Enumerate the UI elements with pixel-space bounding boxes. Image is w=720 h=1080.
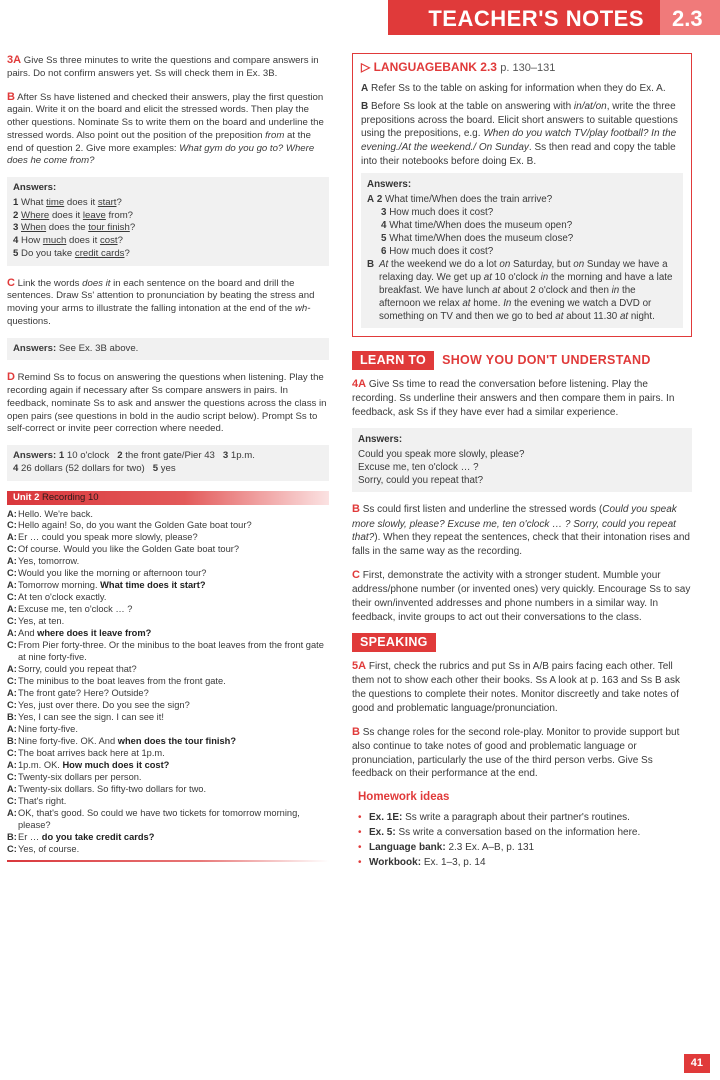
languagebank-box [352,53,692,337]
dialogue-line: Yes, at ten. [18,616,65,627]
speaker-label: C: [7,700,17,711]
answer-line: 1 What time does it start? [13,196,122,208]
left-column [7,53,329,862]
right-column [352,53,692,870]
page-number: 41 [684,1054,710,1073]
dialogue-line: That's right. [18,796,67,807]
learn-to-heading: LEARN TO SHOW YOU DON'T UNDERSTAND [352,351,692,370]
dialogue-line: The boat arrives back here at 1p.m. [18,748,165,759]
speaker-label: C: [7,544,17,555]
answer-line: 4 How much does it cost? [13,235,123,246]
para-3d: D Remind Ss to focus on answering the questions when listening. Play the recording again if necessary after Ss compare answers in pairs. In feedback, nominate Ss to ask and answer the questions across the class in open pairs (see questions in bold in the audio script below). Prompt Ss to self-correct or invite peer correction where needed. [7,371,327,435]
speaker-label: C: [7,844,17,855]
dialogue-line: And where does it leave from? [18,628,152,639]
dialogue-line: Twenty-six dollars. So fifty-two dollars for two. [18,784,207,795]
answers-3d-box: Answers: 1 10 o'clock 2 the front gate/Pier 43 3 1p.m. 4 26 dollars (52 dollars for two) 5 yes [7,445,329,481]
answers-3b-box: Answers: 1 What time does it start? 2 Where does it leave from? 3 When does the tour finish? 4 How much does it cost? 5 Do you take credit cards? [7,177,329,266]
list-item: • Ex. 1E: Ss write a paragraph about their partner's routines. [358,810,692,825]
languagebank-heading: ▷ LANGUAGEBANK 2.3 p. 130–131 [361,60,556,74]
speaker-label: A: [7,508,17,519]
speaker-label: C: [7,616,17,627]
para-4a: 4A Give Ss time to read the conversation before listening. Play the recording. Ss underline their answers and then compare them in pairs. In feedback, ask Ss if they have ever had a similar experience. [352,377,675,418]
para-4c: C First, demonstrate the activity with a stronger student. Mumble your address/phone number (or invented ones) very quickly. Encourage Ss to say their own/invented addresses and phone numbers in a similar way. In feedback, invite groups to act out their conversations to the class. [352,568,691,623]
speaker-label: C: [7,568,17,579]
speaker-label: A: [7,556,17,567]
dialogue-line: Nine forty-five. OK. And when does the tour finish? [18,736,237,747]
langbank-answers-a: A 2 What time/When does the train arrive? 3 How much does it cost? 4 What time/When does the museum open? 5 What time/When does the museum close? 6 How much does it cost? [367,193,574,257]
recording-heading: Unit 2 Recording 10 [7,491,329,505]
speaker-label: C: [7,640,17,651]
dialogue-line: Twenty-six dollars per person. [18,772,142,783]
speaker-label: C: [7,796,17,807]
answer-line: 3 When does the tour finish? [13,222,136,234]
play-icon: ▷ [361,60,371,74]
speaker-label: A: [7,784,17,795]
speaker-label: A: [7,688,17,699]
dialogue-line: From Pier forty-three. Or the minibus to the boat leaves from the front gate at nine forty-five. [18,640,324,663]
langbank-answers-b: B At the weekend we do a lot on Saturday, but on Sunday we have a relaxing day. We get up at 10 o'clock in the morning and have a late breakfast. We have lunch at about 2 o'clock and then in the afternoon we relax at home. In the evening we watch a DVD or something on TV and then we go to bed at about 11.30 at night. [367,258,673,322]
speaker-label: A: [7,724,17,735]
langbank-para-a: A Refer Ss to the table on asking for information when they do Ex. A. [361,82,666,94]
list-item: • Ex. 5: Ss write a conversation based on the information here. [358,825,692,840]
list-item: • Language bank: 2.3 Ex. A–B, p. 131 [358,840,692,855]
dialogue-line: Hello. We're back. [18,508,93,519]
speaking-heading: SPEAKING [352,633,692,652]
recording-script [7,509,329,857]
speaker-label: C: [7,772,17,783]
dialogue-line: The front gate? Here? Outside? [18,688,149,699]
speaker-label: C: [7,676,17,687]
dialogue-line: Er … could you speak more slowly, please? [18,532,198,543]
answer-line: 2 Where does it leave from? [13,209,134,221]
dialogue-line: Er … do you take credit cards? [18,832,155,843]
speaker-label: B: [7,736,17,747]
speaker-label: A: [7,760,17,771]
dialogue-line: At ten o'clock exactly. [18,592,107,603]
para-5a: 5A First, check the rubrics and put Ss in A/B pairs facing each other. Tell them not to show each other their books. Ss A look at p. 163 and Ss B ask the questions to complete their notes. Monitor discreetly and take notes of good and problematic language/pronunciation. [352,660,680,714]
page-header [388,0,720,35]
dialogue-line: Tomorrow morning. What time does it start? [18,580,206,591]
speaker-label: A: [7,628,17,639]
list-item: • Workbook: Ex. 1–3, p. 14 [358,855,692,870]
dialogue-line: Hello again! So, do you want the Golden Gate boat tour? [18,520,252,531]
answers-4a-box: Answers: Could you speak more slowly, please? Excuse me, ten o'clock … ? Sorry, could you repeat that? [352,428,692,492]
homework-section: Homework ideas • Ex. 1E: Ss write a paragraph about their partner's routines. • Ex. 5: Ss write a conversation based on the information here. • Language bank: 2.3 Ex. A–B, p. 131 • Workbook: Ex. 1–3, p. 14 [352,790,692,869]
para-4b: B Ss could first listen and underline the stressed words (Could you speak more slowly, please? Excuse me, ten o'clock … ? Sorry, could you repeat that?). When they repeat the sentences, check that their intonation rises and falls in the same way as the recording. [352,503,690,558]
dialogue-line: Excuse me, ten o'clock … ? [18,604,133,615]
dialogue-line: Yes, I can see the sign. I can see it! [18,712,164,723]
speaker-label: B: [7,832,17,843]
dialogue-line: Of course. Would you like the Golden Gate boat tour? [18,544,240,555]
para-5b: B Ss change roles for the second role-play. Monitor to provide support but also continue to take notes of good and problematic language or pronunciation, particularly the use of the third person verbs. Give Ss feedback on their performance at the end. [352,725,680,780]
dialogue-line: Yes, just over there. Do you see the sign? [18,700,190,711]
speaker-label: A: [7,532,17,543]
speaker-label: C: [7,748,17,759]
speaker-label: C: [7,520,17,531]
dialogue-line: Would you like the morning or afternoon tour? [18,568,207,579]
dialogue-line: Yes, of course. [18,844,80,855]
dialogue-line: The minibus to the boat leaves from the front gate. [18,676,226,687]
para-3c: C Link the words does it in each sentence on the board and drill the sentences. Draw Ss' attention to pronunciation by beating the stress and moving your arms to illustrate the falling intonation at the end of the wh- questions. [7,276,315,327]
answer-line: 5 Do you take credit cards? [13,247,130,259]
header-section-number: 2.3 [660,0,720,35]
header-title: TEACHER'S NOTES [388,0,660,35]
dialogue-line: Yes, tomorrow. [18,556,80,567]
para-3a: 3A Give Ss three minutes to write the questions and compare answers in pairs. Do not confirm answers yet. Ss will check them in Ex. 3B. [7,54,319,79]
speaker-label: A: [7,664,17,675]
speaker-label: B: [7,712,17,723]
homework-list [358,810,692,870]
langbank-answers-box: Answers: A 2 What time/When does the train arrive? 3 How much does it cost? 4 What time/When does the museum open? 5 What time/When does the museum close? 6 How much does it cost? B At the weekend we do a lot on Saturday, but on Sunday we have a relaxing day. We get up at 10 o'clock in the morning and have a late breakfast. We have lunch at about 2 o'clock and then in the afternoon we relax at home. In the evening we watch a DVD or something on TV and then we go to bed at about 11.30 at night. [361,173,683,328]
speaker-label: C: [7,592,17,603]
langbank-para-b: B Before Ss look at the table on answering with in/at/on, write the three prepositions across the board. Elicit short answers to suitable questions using the prepositions, e.g. When do you watch TV/play football? In the evening./At the weekend./ On Sunday. Ss then read and copy the table into their notebooks before doing Ex. B. [361,100,678,167]
dialogue-line: 1p.m. OK. How much does it cost? [18,760,170,771]
speaker-label: A: [7,604,17,615]
dialogue-line: Nine forty-five. [18,724,78,735]
speaker-label: A: [7,808,17,819]
dialogue-line: Sorry, could you repeat that? [18,664,137,675]
speaker-label: A: [7,580,17,591]
recording-divider [7,860,329,862]
dialogue-line: OK, that's good. So could we have two tickets for tomorrow morning, please? [18,808,300,831]
para-3b: B After Ss have listened and checked their answers, play the first question again. Write it on the board and elicit the stressed words. Then play the other questions. Nominate Ss to write them on the board and underline the stressed words. Also point out the position of the preposition from at the end of question 2. Give more examples: What gym do you go to? Where does he come from? [7,90,324,167]
answers-3c-box: Answers: See Ex. 3B above. [7,338,329,361]
